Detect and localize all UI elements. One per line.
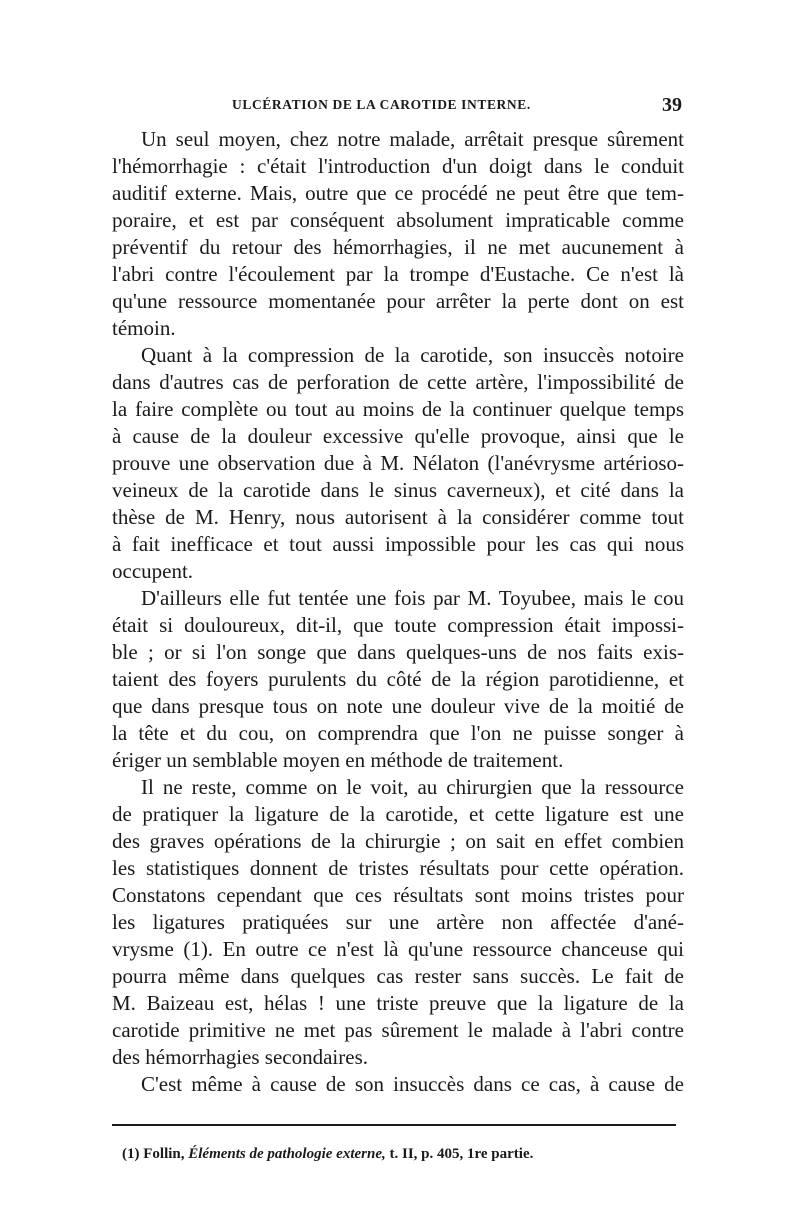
text-line: poraire, et est par conséquent absolument impraticable comme bbox=[112, 208, 684, 232]
text-line: taient des foyers purulents du côté de la région parotidienne, et bbox=[112, 667, 684, 691]
footnote-marker: (1) Follin, bbox=[122, 1146, 185, 1162]
footnote bbox=[122, 1143, 682, 1165]
text-line: dans d'autres cas de perforation de cette artère, l'impossibilité de bbox=[112, 370, 684, 394]
text-line: les ligatures pratiquées sur une artère non affectée d'ané- bbox=[112, 910, 684, 934]
text-line: pourra même dans quelques cas rester sans succès. Le fait de bbox=[112, 964, 684, 988]
text-line: que dans presque tous on note une douleur vive de la moitié de bbox=[112, 694, 684, 718]
text-line: carotide primitive ne met pas sûrement le malade à l'abri contre bbox=[112, 1018, 684, 1042]
text-line: thèse de M. Henry, nous autorisent à la considérer comme tout bbox=[112, 505, 684, 529]
text-line: ble ; or si l'on songe que dans quelques-uns de nos faits exis- bbox=[112, 640, 684, 664]
running-head bbox=[112, 94, 682, 121]
text-line: l'abri contre l'écoulement par la trompe d'Eustache. Ce n'est là bbox=[112, 262, 684, 286]
text-line: la faire complète ou tout au moins de la continuer quelque temps bbox=[112, 397, 684, 421]
text-line: D'ailleurs elle fut tentée une fois par M. Toyubee, mais le cou bbox=[141, 586, 684, 610]
text-line: de pratiquer la ligature de la carotide, et cette ligature est une bbox=[112, 802, 684, 826]
text-line: auditif externe. Mais, outre que ce procédé ne peut être que tem- bbox=[112, 181, 684, 205]
text-line: des graves opérations de la chirurgie ; on sait en effet combien bbox=[112, 829, 684, 853]
text-line: C'est même à cause de son insuccès dans ce cas, à cause de bbox=[141, 1072, 684, 1096]
text-line: qu'une ressource momentanée pour arrêter la perte dont on est bbox=[112, 289, 684, 313]
page-number: 39 bbox=[662, 94, 682, 116]
text-line: préventif du retour des hémorrhagies, il ne met aucunement à bbox=[112, 235, 684, 259]
text-line: Il ne reste, comme on le voit, au chirurgien que la ressource bbox=[141, 775, 684, 799]
text-line: témoin. bbox=[112, 316, 176, 340]
text-line: occupent. bbox=[112, 559, 194, 583]
text-line: l'hémorrhagie : c'était l'introduction d'un doigt dans le conduit bbox=[112, 154, 684, 178]
footnote-title: Éléments de pathologie externe, bbox=[188, 1146, 386, 1162]
text-line: à fait inefficace et tout aussi impossible pour les cas qui nous bbox=[112, 532, 684, 556]
body-text bbox=[112, 126, 684, 1098]
text-line: ériger un semblable moyen en méthode de traitement. bbox=[112, 748, 564, 772]
text-line: les statistiques donnent de tristes résultats pour cette opération. bbox=[112, 856, 684, 880]
text-line: M. Baizeau est, hélas ! une triste preuve que la ligature de la bbox=[112, 991, 684, 1015]
footnote-rule bbox=[112, 1124, 676, 1126]
text-line: Un seul moyen, chez notre malade, arrêtait presque sûrement bbox=[141, 127, 684, 151]
text-line: la tête et du cou, on comprendra que l'on ne puisse songer à bbox=[112, 721, 684, 745]
text-line: était si douloureux, dit-il, que toute compression était impossi- bbox=[112, 613, 684, 637]
text-line: Constatons cependant que ces résultats sont moins tristes pour bbox=[112, 883, 684, 907]
text-line: veineux de la carotide dans le sinus caverneux), et cité dans la bbox=[112, 478, 684, 502]
text-line: vrysme (1). En outre ce n'est là qu'une ressource chanceuse qui bbox=[112, 937, 684, 961]
text-line: Quant à la compression de la carotide, son insuccès notoire bbox=[141, 343, 684, 367]
text-line: prouve une observation due à M. Nélaton (l'anévrysme artérioso- bbox=[112, 451, 684, 475]
running-title: ULCÉRATION DE LA CAROTIDE INTERNE. bbox=[232, 97, 531, 112]
footnote-reference: t. II, p. 405, 1re partie. bbox=[389, 1146, 534, 1162]
text-line: des hémorrhagies secondaires. bbox=[112, 1045, 368, 1069]
text-line: à cause de la douleur excessive qu'elle provoque, ainsi que le bbox=[112, 424, 684, 448]
